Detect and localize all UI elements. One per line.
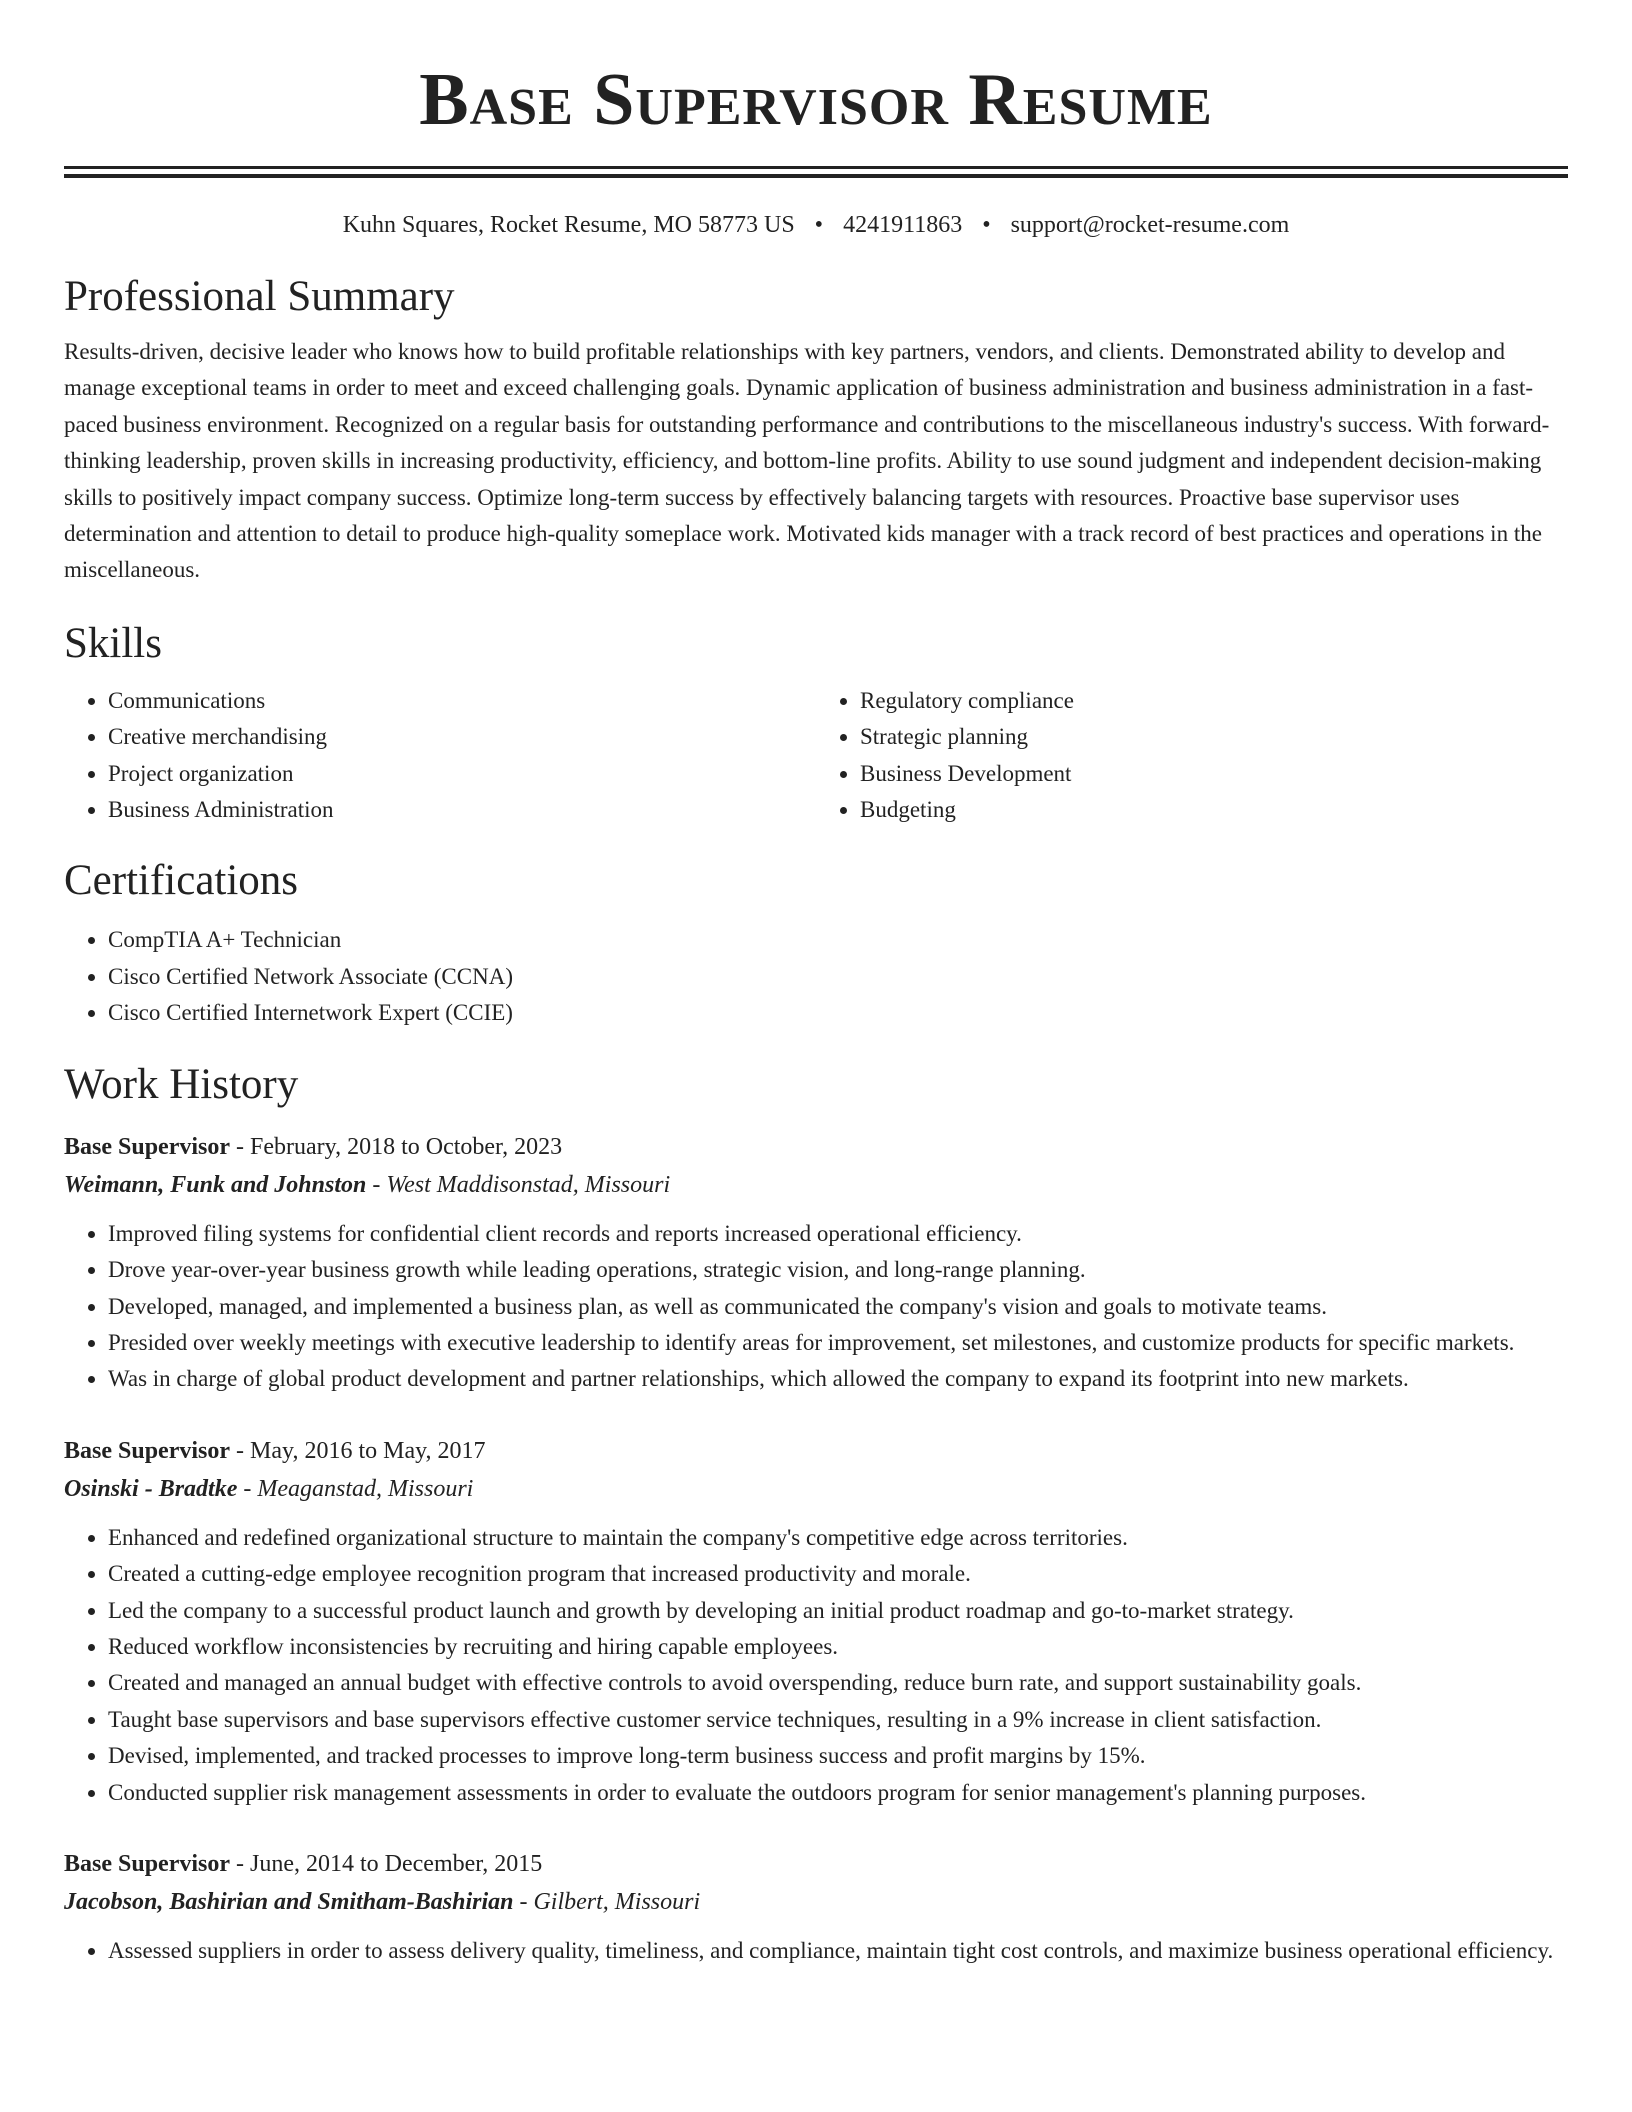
job-company-line [64, 1470, 1568, 1508]
job-bullet: • Created and managed an annual budget with effective controls to avoid overspending, reduce burn rate, and support sustainability goals. [108, 1665, 1568, 1701]
job-header [64, 1845, 1568, 1883]
job-dates: - May, 2016 to May, 2017 [230, 1437, 486, 1464]
skills-list-right [816, 683, 1568, 829]
job-title: Base Supervisor [64, 1133, 231, 1160]
job-bullet: • Assessed suppliers in order to assess delivery quality, timeliness, and compliance, maintain tight cost controls, and maximize business operational efficiency. [108, 1933, 1568, 1969]
job-title: Base Supervisor [64, 1850, 231, 1877]
job-company: Jacobson, Bashirian and Smitham-Bashirian [64, 1888, 514, 1915]
skill-item: • Budgeting [860, 792, 1568, 828]
contact-address: Kuhn Squares, Rocket Resume, MO 58773 US [342, 212, 795, 238]
job-bullets [64, 1933, 1568, 1969]
job-bullet: • Created a cutting-edge employee recognition program that increased productivity and morale. [108, 1556, 1568, 1592]
skill-item: • Communications [108, 683, 816, 719]
job-dates: - June, 2014 to December, 2015 [230, 1850, 543, 1877]
job-bullet: • Presided over weekly meetings with executive leadership to identify areas for improvement, set milestones, and customize products for specific markets. [108, 1325, 1568, 1361]
skill-item: • Project organization [108, 756, 816, 792]
page-title: Base Supervisor Resume [419, 59, 1213, 141]
title-divider [64, 166, 1568, 178]
job-location: - Gilbert, Missouri [513, 1888, 701, 1915]
job-bullet: • Was in charge of global product development and partner relationships, which allowed the company to expand its footprint into new markets. [108, 1361, 1568, 1397]
job-bullet: • Developed, managed, and implemented a business plan, as well as communicated the company's vision and goals to motivate teams. [108, 1289, 1568, 1325]
skills-list-left [64, 683, 816, 829]
skills-section [64, 619, 1568, 829]
certifications-heading: Certifications [64, 857, 299, 905]
summary-heading: Professional Summary [64, 273, 455, 320]
job-bullets [64, 1520, 1568, 1811]
contact-line [64, 208, 1568, 242]
job-company: Osinski - Bradtke [64, 1475, 238, 1502]
job-company-line [64, 1166, 1568, 1204]
skill-item: • Strategic planning [860, 719, 1568, 755]
job-bullet: • Devised, implemented, and tracked processes to improve long-term business success and profit margins by 15%. [108, 1738, 1568, 1774]
job-bullet: • Conducted supplier risk management assessments in order to evaluate the outdoors program for senior management's planning purposes. [108, 1775, 1568, 1811]
skill-item: • Business Administration [108, 792, 816, 828]
contact-separator: • [814, 212, 824, 238]
job-header [64, 1432, 1568, 1470]
job-company-line [64, 1883, 1568, 1921]
skill-item: • Business Development [860, 756, 1568, 792]
certifications-list [64, 922, 1568, 1031]
job-title: Base Supervisor [64, 1437, 231, 1464]
job-bullet: • Led the company to a successful product launch and growth by developing an initial product roadmap and go-to-market strategy. [108, 1593, 1568, 1629]
job-entry [64, 1432, 1568, 1811]
job-company: Weimann, Funk and Johnston [64, 1171, 367, 1198]
work-history-heading: Work History [64, 1060, 299, 1108]
job-entry [64, 1128, 1568, 1398]
contact-phone: 4241911863 [843, 212, 963, 238]
skill-item: • Creative merchandising [108, 719, 816, 755]
work-history-section [64, 1060, 1568, 1970]
job-header [64, 1128, 1568, 1166]
skill-item: • Regulatory compliance [860, 683, 1568, 719]
job-entry [64, 1845, 1568, 1969]
skills-columns [64, 683, 1568, 829]
job-location: - Meaganstad, Missouri [237, 1475, 474, 1502]
job-bullets [64, 1216, 1568, 1398]
job-bullet: • Drove year-over-year business growth while leading operations, strategic vision, and long-range planning. [108, 1252, 1568, 1288]
summary-section [64, 272, 1568, 589]
contact-separator: • [982, 212, 991, 238]
job-bullet: • Improved filing systems for confidential client records and reports increased operational efficiency. [108, 1216, 1568, 1252]
job-bullet: • Enhanced and redefined organizational structure to maintain the company's competitive edge across territories. [108, 1520, 1568, 1556]
certification-item: • Cisco Certified Internetwork Expert (CCIE) [108, 995, 1568, 1031]
contact-email: support@rocket-resume.com [1010, 212, 1290, 238]
summary-text: Results-driven, decisive leader who knows how to build profitable relationships with key partners, vendors, and clients. Demonstrated ability to develop and manage exceptional teams in order to meet and exceed challenging goals. Dynamic application of business administration and business administration in a fast-paced business environment. Recognized on a regular basis for outstanding performance and contributions to the miscellaneous industry's success. With forward-thinking leadership, proven skills in increasing productivity, efficiency, and bottom-line profits. Ability to use sound judgment and independent decision-making skills to positively impact company success. Optimize long-term success by effectively balancing targets with resources. Proactive base supervisor uses determination and attention to detail to produce high-quality someplace work. Motivated kids manager with a track record of best practices and operations in the miscellaneous. [64, 339, 1550, 583]
job-dates: - February, 2018 to October, 2023 [230, 1133, 563, 1160]
job-location: - West Maddisonstad, Missouri [366, 1171, 671, 1198]
certification-item: • CompTIA A+ Technician [108, 922, 1568, 958]
skills-heading: Skills [64, 619, 162, 667]
job-bullet: • Reduced workflow inconsistencies by recruiting and hiring capable employees. [108, 1629, 1568, 1665]
certification-item: • Cisco Certified Network Associate (CCNA) [108, 959, 1568, 995]
job-bullet: • Taught base supervisors and base supervisors effective customer service techniques, resulting in a 9% increase in client satisfaction. [108, 1702, 1568, 1738]
certifications-section [64, 856, 1568, 1031]
